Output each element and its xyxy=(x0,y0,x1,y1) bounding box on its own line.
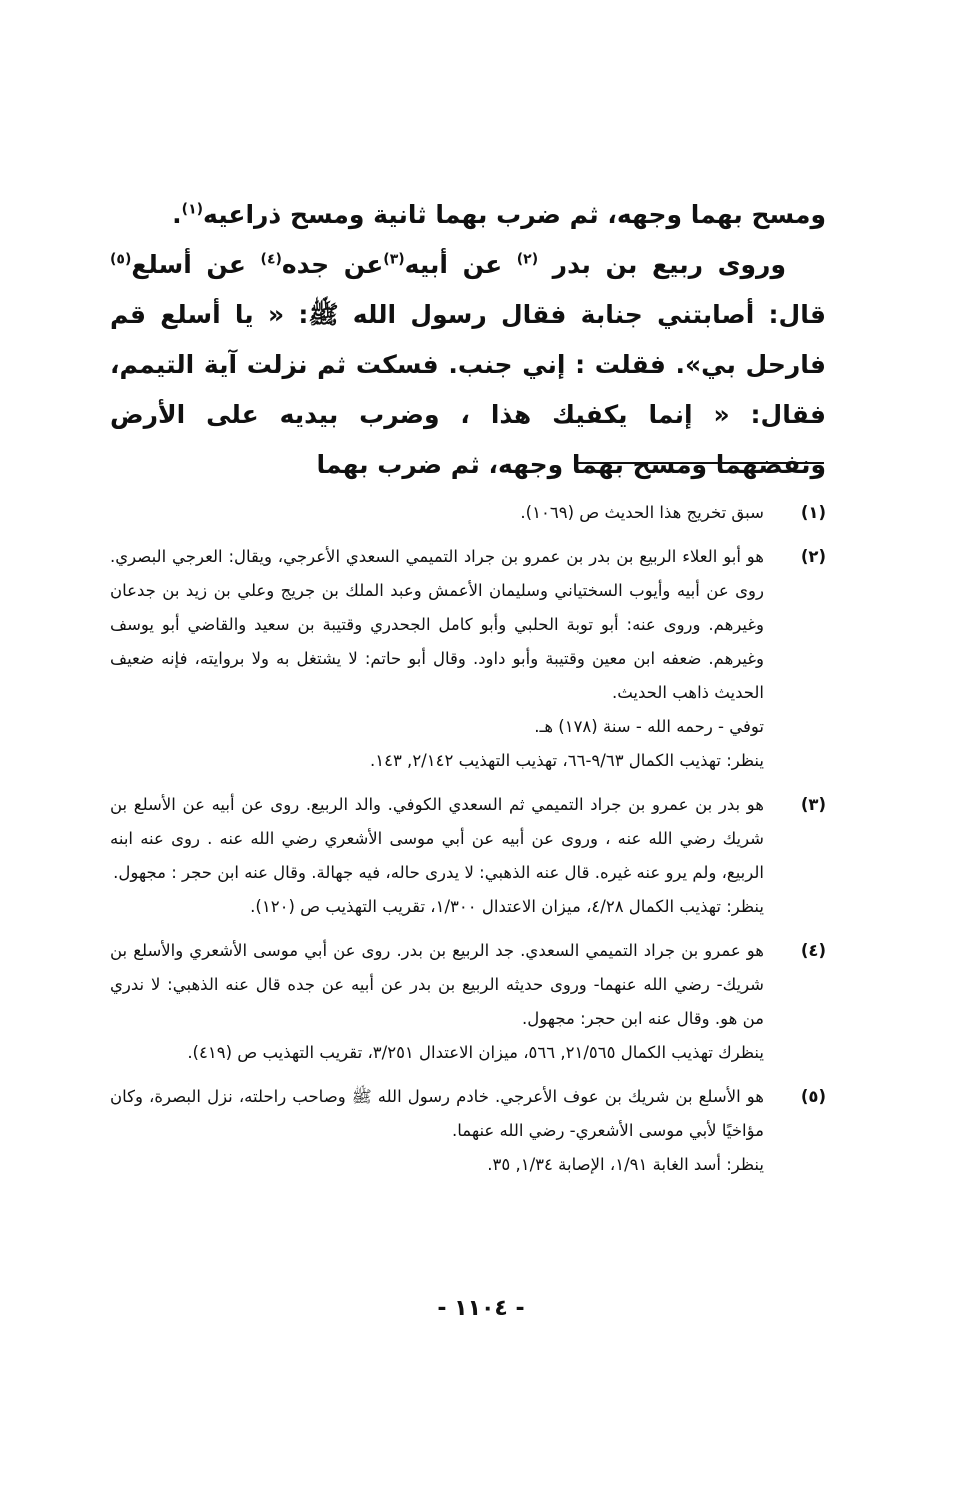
footnote-number: (٥) xyxy=(800,1087,826,1106)
page-number: - ١١٠٤ - xyxy=(437,1296,525,1321)
footnote-ref-2: (٢) xyxy=(516,251,539,268)
footnote-ref-1: (١) xyxy=(181,201,204,218)
footnote-line: هو عمرو بن جراد التميمي السعدي. جد الربيع بن بدر. روى عن أبي موسى الأشعري والأسلع بن شريك- رضي الله عنهما- وروى حديثه الربيع بن بدر عن أبيه عن جده قال عنه الذهبي: لا ندري من هو. وقال عنه ابن حجر: مجهول. xyxy=(110,941,764,1028)
footnote-body xyxy=(110,934,764,1070)
footnote-number: (٣) xyxy=(800,795,826,814)
footnote-ref-5: (٥) xyxy=(110,251,132,268)
main-text-segment: ومسح بهما وجهه، ثم ضرب بهما ثانية ومسح ذراعيه xyxy=(203,200,826,229)
footnote-ref-3: (٣) xyxy=(383,251,405,268)
footnote-2 xyxy=(110,540,826,778)
footnote-number: (٤) xyxy=(800,941,826,960)
footnote-line: ينظر: تهذيب الكمال ٩/٦٣-٦٦، تهذيب التهذيب ٢/١٤٢, ١٤٣. xyxy=(369,751,764,770)
footnote-4 xyxy=(110,934,826,1070)
footnote-ref-4: (٤) xyxy=(260,251,282,268)
footnotes-section xyxy=(110,496,826,1192)
footnote-line: سبق تخريج هذا الحديث ص (١٠٦٩). xyxy=(520,503,764,522)
footnote-line: هو بدر بن عمرو بن جراد التميمي ثم السعدي الكوفي. والد الربيع. روى عن أبيه عن الأسلع بن شريك رضي الله عنه ، وروى عن أبيه عن أبي موسى الأشعري رضي الله عنه . روى عنه ابنه الربيع، ولم يرو عنه غيره. قال عنه الذهبي: لا يدرى حاله، فيه جهالة. وقال عنه ابن حجر : مجهول. xyxy=(110,795,764,882)
main-text-segment: قال: أصابتني جنابة فقال رسول الله ﷺ: « يا أسلع قم فارحل بي». فقلت : إني جنب. فسكت ثم نزلت آية التيمم، فقال: « إنما يكفيك هذا ، وضرب بيديه على الأرض ونفضهما ومسح بهما وجهه، ثم ضرب بهما xyxy=(110,300,826,479)
main-text-segment: عن جده xyxy=(281,250,384,279)
footnote-body xyxy=(110,788,764,924)
main-text-segment: . xyxy=(172,200,182,229)
footnote-separator xyxy=(578,462,824,464)
footnote-line: ينظرك تهذيب الكمال ٢١/٥٦٥, ٥٦٦، ميزان الاعتدال ٣/٢٥١، تقريب التهذيب ص (٤١٩). xyxy=(187,1043,764,1062)
footnote-line: توفي - رحمه الله - سنة (١٧٨) هـ. xyxy=(534,717,764,736)
main-text-segment: وروى ربيع بن بدر xyxy=(538,250,786,279)
footnote-number: (١) xyxy=(800,503,826,522)
footnote-body xyxy=(110,1080,764,1182)
footnote-5 xyxy=(110,1080,826,1182)
footnote-number: (٢) xyxy=(800,547,826,566)
main-text-body xyxy=(110,190,826,490)
main-text-segment: عن أبيه xyxy=(404,250,517,279)
footnote-1 xyxy=(110,496,826,530)
footnote-body xyxy=(110,540,764,778)
footnote-body xyxy=(110,496,764,530)
footnote-line: هو الأسلع بن شريك بن عوف الأعرجي. خادم رسول الله ﷺ وصاحب راحلته، نزل البصرة، وكان مؤاخيًا لأبي موسى الأشعري- رضي الله عنهما. xyxy=(110,1087,764,1140)
footnote-line: هو أبو العلاء الربيع بن بدر بن عمرو بن جراد التميمي السعدي الأعرجي، ويقال: العرجي البصري. روى عن أبيه وأيوب السختياني وسليمان الأعمش وعبد الملك بن جريج وعلي بن زيد بن جدعان وغيرهم. وروى عنه: أبو توبة الحلبي وأبو كامل الجحدري وقتيبة بن سعيد والقاضي أبو يوسف وغيرهم. ضعفه ابن معين وقتيبة وأبو داود. وقال أبو حاتم: لا يشتغل به ولا بروايته، فإنه ضعيف الحديث ذاهب الحديث. xyxy=(110,547,764,702)
footnote-line: ينظر: أسد الغابة ١/٩١، الإصابة ١/٣٤, ٣٥. xyxy=(487,1155,764,1174)
footnote-line: ينظر: تهذيب الكمال ٤/٢٨، ميزان الاعتدال ١/٣٠٠، تقريب التهذيب ص (١٢٠). xyxy=(250,897,764,916)
main-text-line-1 xyxy=(110,190,826,240)
footnote-3 xyxy=(110,788,826,924)
main-text-paragraph-2 xyxy=(110,240,826,490)
main-text-segment: عن أسلع xyxy=(131,250,261,279)
